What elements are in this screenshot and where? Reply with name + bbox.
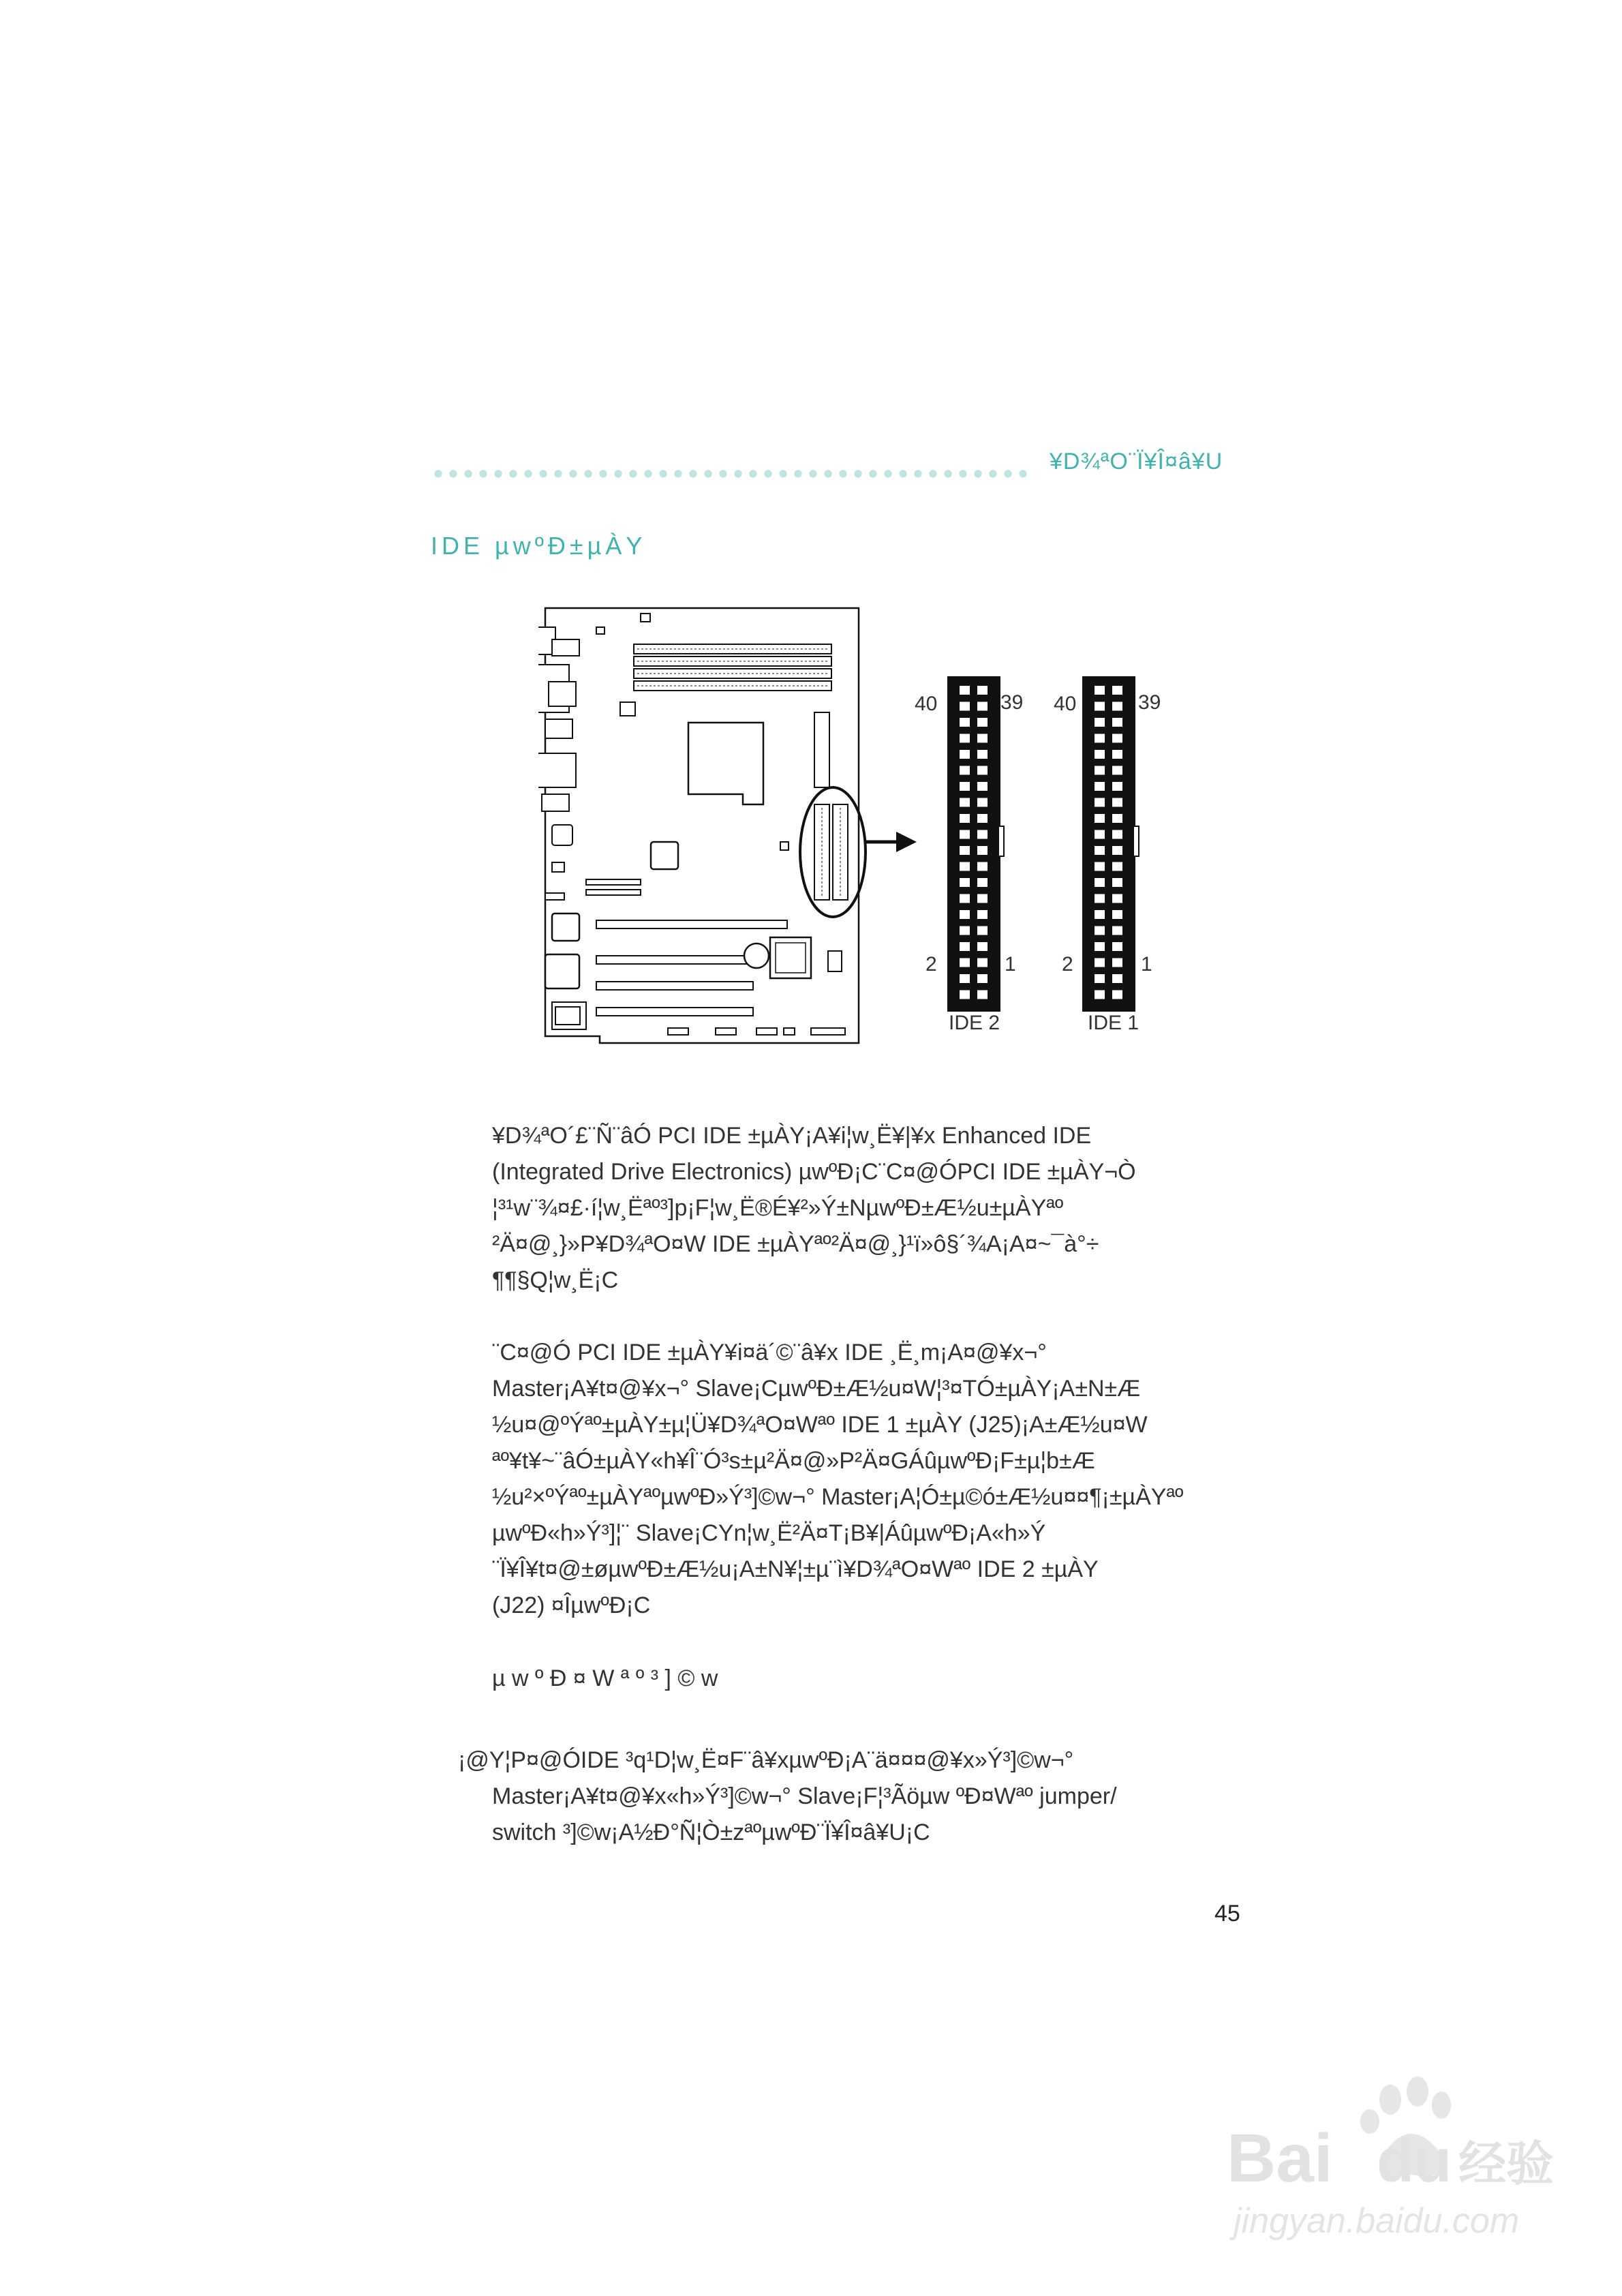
connector-pin: [977, 894, 988, 903]
connector-pin: [977, 910, 988, 919]
connector-pin: [1112, 798, 1122, 807]
ide2-pin-40-label: 40: [915, 693, 938, 715]
text-line: ¶¶§Q¦w¸Ë¡C: [492, 1267, 619, 1293]
connector-pin: [977, 862, 988, 871]
ide2-pin-39-label: 39: [1000, 691, 1024, 714]
connector-pin: [977, 814, 988, 823]
ide2-connector: [947, 676, 1004, 1012]
connector-pin: [1095, 958, 1105, 967]
connector-pin: [977, 782, 988, 791]
motherboard-diagram: [538, 600, 1220, 1077]
connector-pin: [977, 702, 988, 711]
connector-pin: [977, 926, 988, 935]
connector-pin: [977, 766, 988, 775]
connector-pin: [960, 814, 970, 823]
connector-pin: [977, 718, 988, 727]
connector-pin: [1112, 974, 1122, 983]
connector-pin: [1095, 926, 1105, 935]
ide2-pin-2-label: 2: [925, 953, 937, 976]
connector-pin: [977, 686, 988, 695]
connector-pin: [1112, 910, 1122, 919]
paragraph-jumper-note: [458, 1742, 1117, 1851]
connector-pin: [960, 798, 970, 807]
connector-pin: [1112, 894, 1122, 903]
connector-pin: [1112, 958, 1122, 967]
connector-pin: [1095, 974, 1105, 983]
connector-pin: [1112, 814, 1122, 823]
connector-pin: [1095, 718, 1105, 727]
connector-pin: [1112, 846, 1122, 855]
text-line: ¨C¤@Ó PCI IDE ±µÀY¥i¤ä´©¨â¥x IDE ¸Ë¸m¡A¤@¥x¬°: [492, 1340, 1047, 1365]
connector-pin: [960, 830, 970, 839]
text-line: (J22) ¤ÎµwºÐ¡C: [492, 1592, 651, 1618]
connector-pin: [1112, 750, 1122, 759]
header-dotted-rule: [431, 468, 1030, 480]
connector-pin: [1095, 878, 1105, 887]
connector-pin: [1112, 991, 1122, 999]
connector-pin: [960, 862, 970, 871]
connector-pin: [1095, 782, 1105, 791]
connector-pin: [1095, 766, 1105, 775]
connector-pin: [960, 686, 970, 695]
connector-pin: [1095, 942, 1105, 951]
connector-pin: [1095, 846, 1105, 855]
connector-pin: [1095, 702, 1105, 711]
connector-pin: [960, 942, 970, 951]
text-line: Master¡A¥t¤@¥x¬° Slave¡CµwºÐ±Æ½u¤W¦³¤TÓ±µÀY¡A±N±Æ: [492, 1376, 1141, 1402]
connector-pin: [960, 958, 970, 967]
connector-pin: [977, 734, 988, 743]
ide1-pin-2-label: 2: [1062, 953, 1073, 976]
connector-pin: [977, 974, 988, 983]
ide1-label: IDE 1: [1088, 1012, 1139, 1034]
connector-pin: [960, 782, 970, 791]
page-number: 45: [1214, 1901, 1240, 1927]
connector-pin: [1095, 734, 1105, 743]
connector-pin: [960, 750, 970, 759]
chapter-title: ¥D¾ªO¨Ï¥Î¤â¥U: [1050, 449, 1223, 474]
baidu-jingyan-watermark: [1206, 2072, 1561, 2250]
connector-pin: [960, 926, 970, 935]
connector-pin: [960, 894, 970, 903]
connector-pin: [960, 910, 970, 919]
connector-pin: [977, 991, 988, 999]
watermark-brand-suffix: du: [1377, 2127, 1452, 2195]
text-line: ½u²×ºÝªº±µÀYªºµwºÐ»Ý³]©w¬° Master¡A¦Ó±µ©ó±Æ½u¤¤¶¡±µÀYªº: [492, 1484, 1184, 1510]
connector-pin: [1095, 991, 1105, 999]
text-line: ªº¥t¥~¨âÓ±µÀY«h¥Î¨Ó³s±µ²Ä¤@»P²Ä¤GÁûµwºÐ¡F±µ¦b±Æ: [492, 1448, 1095, 1474]
connector-pin: [1112, 718, 1122, 727]
connector-pin: [1095, 862, 1105, 871]
connector-pin: [1112, 782, 1122, 791]
connector-pin: [1095, 910, 1105, 919]
connector-pin: [1112, 830, 1122, 839]
connector-pin: [1095, 798, 1105, 807]
connector-pin: [960, 846, 970, 855]
ide2-label: IDE 2: [949, 1012, 1000, 1034]
connector-pin: [960, 878, 970, 887]
text-line: ²Ä¤@¸}»P¥D¾ªO¤W IDE ±µÀYªº²Ä¤@¸}¹ï»ô§´¾A¡A¤~¯à°÷: [492, 1231, 1099, 1257]
paragraph-ide-intro: [492, 1118, 1136, 1299]
connector-pin: [977, 846, 988, 855]
watermark-brand: Bai: [1227, 2120, 1333, 2196]
ide1-connector: [1082, 676, 1139, 1012]
connector-pin: [977, 798, 988, 807]
ide2-pin-1-label: 1: [1005, 953, 1016, 976]
connector-pin: [1095, 750, 1105, 759]
pointer-arrow: [866, 832, 917, 852]
text-line: ¦³¹w¨¾¤£·í¦w¸Ëªº³]p¡F¦w¸Ë®É¥²»Ý±NµwºÐ±Æ½u±µÀYªº: [492, 1195, 1064, 1221]
text-line: Master¡A¥t¤@¥x«h»Ý³]©w¬° Slave¡F¦³Ãöµw ºÐ¤Wªº jumper/: [492, 1783, 1117, 1809]
watermark-url: jingyan.baidu.com: [1234, 2201, 1520, 2241]
connector-pin: [1112, 686, 1122, 695]
connector-pin: [1112, 862, 1122, 871]
connector-pin: [960, 702, 970, 711]
watermark-product: 经验: [1458, 2136, 1554, 2192]
connector-pin: [977, 958, 988, 967]
text-line: ½u¤@ºÝªº±µÀY±µ¦Ü¥D¾ªO¤Wªº IDE 1 ±µÀY (J25)¡A±Æ½u¤W: [492, 1412, 1148, 1438]
ide-connector-figure: [538, 600, 1220, 1077]
text-line: (Integrated Drive Electronics) µwºÐ¡C¨C¤@ÓPCI IDE ±µÀY¬Ò: [492, 1159, 1136, 1185]
connector-pin: [1112, 926, 1122, 935]
connector-pin: [1095, 830, 1105, 839]
ide1-pin-39-label: 39: [1138, 691, 1161, 714]
section-title: IDE µwºÐ±µÀY: [431, 532, 647, 560]
text-line: ¨Ï¥Î¥t¤@±øµwºÐ±Æ½u¡A±N¥¦±µ¨ì¥D¾ªO¤Wªº IDE 2 ±µÀY: [492, 1556, 1099, 1582]
connector-pin: [1112, 734, 1122, 743]
ide1-pin-1-label: 1: [1141, 953, 1152, 976]
paragraph-master-slave: [492, 1335, 1183, 1624]
connector-pin: [977, 942, 988, 951]
connector-pin: [1112, 702, 1122, 711]
connector-pin: [960, 734, 970, 743]
connector-pin: [1095, 686, 1105, 695]
text-line: µ w º Ð ¤ W ª º ³ ] © w: [492, 1665, 718, 1691]
ide1-pin-40-label: 40: [1054, 693, 1077, 715]
connector-pin: [1112, 942, 1122, 951]
text-line: ¡@Y¦P¤@ÓIDE ³q¹D¦w¸Ë¤F¨â¥xµwºÐ¡A¨ä¤¤¤@¥x»Ý³]©w¬°: [458, 1747, 1074, 1773]
connector-pin: [1112, 766, 1122, 775]
connector-pin: [977, 878, 988, 887]
connector-pin: [1112, 878, 1122, 887]
text-line: µwºÐ«h»Ý³]¦¨ Slave¡CYn¦w¸Ë²Ä¤T¡B¥|ÁûµwºÐ¡A«h»Ý: [492, 1520, 1046, 1546]
connector-pin: [1095, 814, 1105, 823]
subheading-drive-settings: [492, 1661, 718, 1697]
connector-pin: [977, 750, 988, 759]
connector-pin: [960, 766, 970, 775]
connector-pin: [960, 718, 970, 727]
connector-pin: [1095, 894, 1105, 903]
connector-pin: [977, 830, 988, 839]
connector-pin: [960, 991, 970, 999]
text-line: ¥D¾ªO´£¨Ñ¨âÓ PCI IDE ±µÀY¡A¥i¦w¸Ë¥|¥x Enhanced IDE: [492, 1123, 1092, 1149]
connector-pin: [960, 974, 970, 983]
text-line: switch ³]©w¡A½Ð°Ñ¦Ò±zªºµwºÐ¨Ï¥Î¤â¥U¡C: [492, 1819, 930, 1845]
watermark-graphic: [1206, 2072, 1561, 2250]
